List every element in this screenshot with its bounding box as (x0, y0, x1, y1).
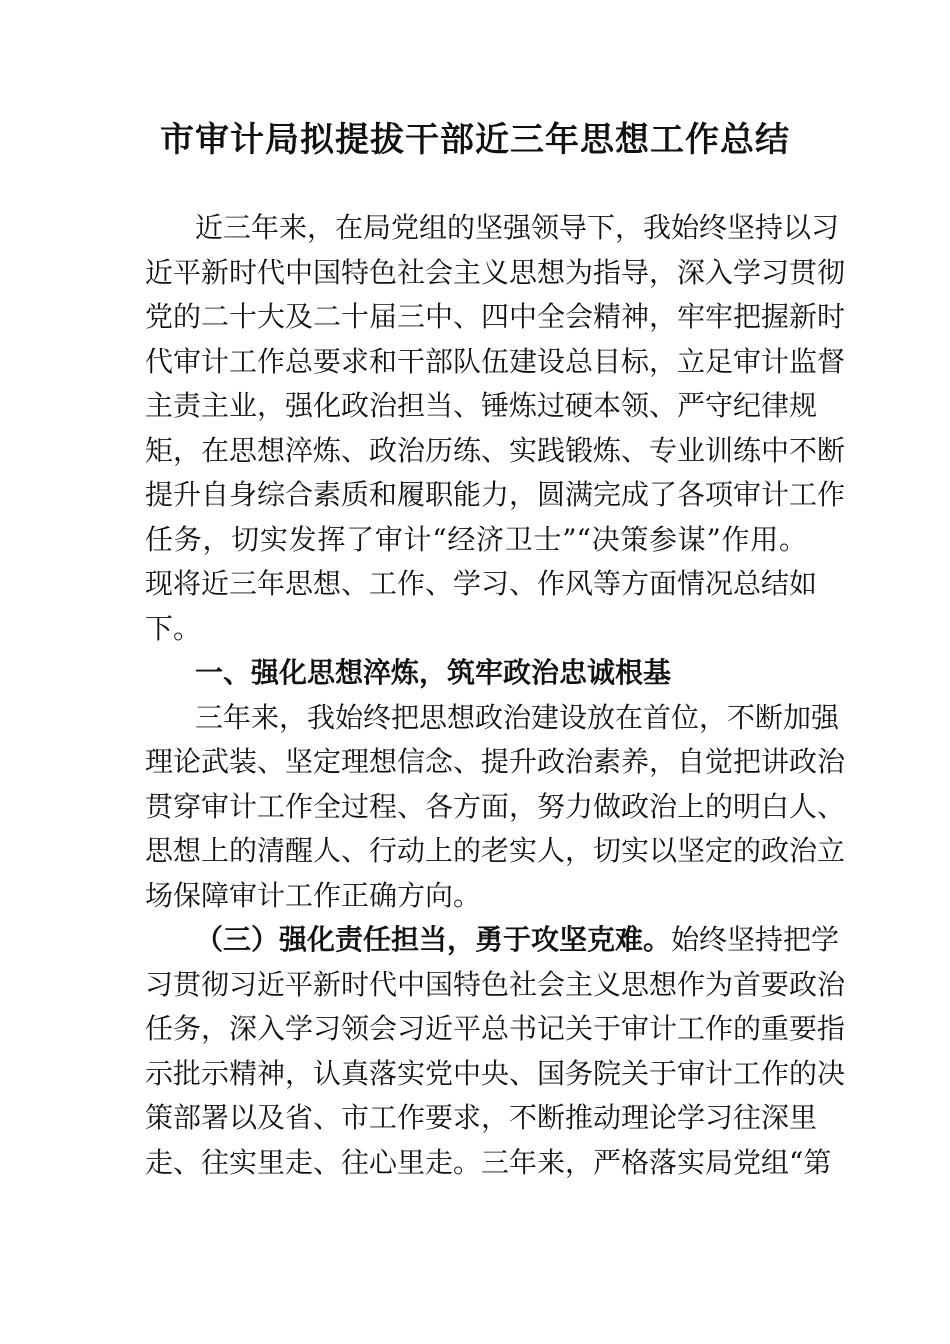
text-line: 主责主业，强化政治担当、锤炼过硬本领、严守纪律规 (145, 389, 818, 422)
section1-paragraph (145, 696, 846, 919)
text-line: 走、往实里走、往心里走。三年来，严格落实局党组“第 (145, 1145, 832, 1179)
text-line: 近平新时代中国特色社会主义思想为指导，深入学习贯彻 (145, 255, 846, 289)
text-line: 任务，深入学习领会习近平总书记关于审计工作的重要指 (145, 1012, 846, 1045)
text-line: 下。 (145, 611, 202, 645)
text-line: 矩，在思想淬炼、政治历练、实践锻炼、专业训练中不断 (145, 433, 846, 467)
text-line: 代审计工作总要求和干部队伍建设总目标，立足审计监督 (145, 344, 846, 378)
text-line: 理论武装、坚定理想信念、提升政治素养，自觉把讲政治 (145, 745, 846, 778)
subsection-lead: （三）强化责任担当，勇于攻坚克难。 (195, 923, 672, 956)
text-line: 任务，切实发挥了审计“经济卫士”“决策参谋”作用。 (145, 522, 807, 556)
section-heading: 一、强化思想淬炼，筑牢政治忠诚根基 (195, 656, 672, 689)
text-line: 习贯彻习近平新时代中国特色社会主义思想作为首要政治 (145, 967, 846, 1001)
intro-paragraph (145, 206, 846, 651)
text-span: 始终坚持把学 (671, 923, 840, 956)
text-line: 提升自身综合素质和履职能力，圆满完成了各项审计工作 (145, 478, 846, 511)
text-line (145, 918, 840, 963)
text-line: 现将近三年思想、工作、学习、作风等方面情况总结如 (145, 567, 818, 600)
text-line: 场保障审计工作正确方向。 (145, 878, 482, 912)
document-body (145, 206, 846, 1185)
text-line: 三年来，我始终把思想政治建设放在首位，不断加强 (195, 700, 840, 734)
text-line: 贯穿审计工作全过程、各方面，努力做政治上的明白人、 (145, 789, 846, 823)
text-line: 党的二十大及二十届三中、四中全会精神，牢牢把握新时 (145, 300, 846, 333)
text-line: 策部署以及省、市工作要求，不断推动理论学习往深里 (145, 1101, 818, 1134)
subsection3-paragraph (145, 918, 846, 1185)
text-line: 思想上的清醒人、行动上的老实人，切实以坚定的政治立 (145, 834, 846, 867)
document-title: 市审计局拟提拔干部近三年思想工作总结 (160, 120, 790, 160)
text-line: 示批示精神，认真落实党中央、国务院关于审计工作的决 (145, 1056, 846, 1090)
text-line: 近三年来，在局党组的坚强领导下，我始终坚持以习 (195, 211, 840, 244)
